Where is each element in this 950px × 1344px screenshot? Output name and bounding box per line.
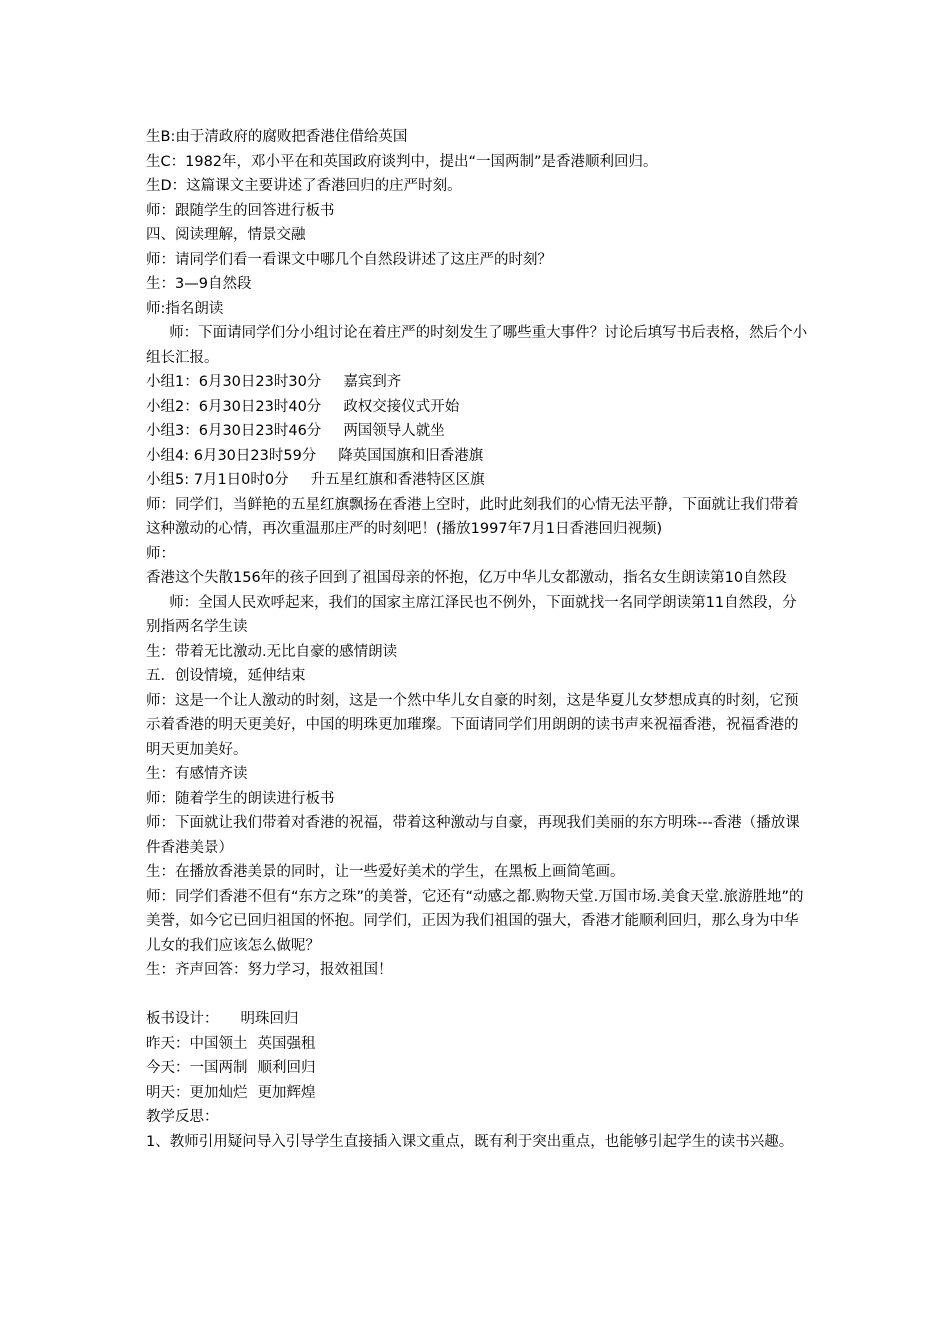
board-yesterday-row xyxy=(146,1032,810,1057)
group-5-time: 小组5: 7月1日0时0分 xyxy=(146,472,289,488)
line-student-read: 生：带着无比激动.无比自豪的感情朗读 xyxy=(146,643,398,660)
reflection-heading: 教学反思： xyxy=(146,1109,219,1125)
line-student-b: 生B:由于清政府的腐败把香港住借给英国 xyxy=(146,129,408,145)
document-body xyxy=(146,125,810,1154)
blank-line xyxy=(146,983,810,1008)
line-teacher-read: 师:指名朗读 xyxy=(146,300,224,317)
line-teacher-question: 师：请同学们看一看课文中哪几个自然段讲述了这庄严的时刻？ xyxy=(146,251,552,268)
section-heading-5: 五．创设情境，延伸结束 xyxy=(146,668,306,684)
line-student-c: 生C：1982年，邓小平在和英国政府谈判中，提出“一国两制”是香港顺利回归。 xyxy=(146,153,658,170)
line-teacher-video: 师：同学们，当鲜艳的五星红旗飘扬在香港上空时，此时此刻我们的心情无法平静，下面就让我们带着这种激动的心情，再次重温那庄严的时刻吧！(播放1997年7月1日香港回归视频) xyxy=(146,496,799,537)
line-teacher-board-2: 师：随着学生的朗读进行板书 xyxy=(146,790,335,807)
group-row-5 xyxy=(146,468,810,493)
group-row-2 xyxy=(146,395,810,420)
board-design-label: 板书设计： xyxy=(146,1011,219,1027)
group-3-time: 小组3：6月30日23时46分 xyxy=(146,423,322,439)
group-1-event: 嘉宾到齐 xyxy=(343,374,402,390)
board-tomorrow-label: 明天：更加灿烂 xyxy=(146,1084,248,1101)
reflection-item-1: 1、教师引用疑问导入引导学生直接插入课文重点，既有利于突出重点，也能够引起学生的读书兴趣。 xyxy=(146,1133,794,1150)
group-4-time: 小组4: 6月30日23时59分 xyxy=(146,447,317,464)
line-student-d: 生D：这篇课文主要讲述了香港回归的庄严时刻。 xyxy=(146,178,462,194)
board-yesterday-value: 英国强租 xyxy=(257,1035,316,1052)
line-student-drawing: 生：在播放香港美景的同时，让一些爱好美术的学生，在黑板上画简笔画。 xyxy=(146,864,625,880)
group-2-time: 小组2：6月30日23时40分 xyxy=(146,398,322,415)
line-teacher-label: 师： xyxy=(146,545,175,562)
line-teacher-cheer: 师：全国人民欢呼起来，我们的国家主席江泽民也不例外，下面就找一名同学朗读第11自然段，分别指两名学生读 xyxy=(146,594,797,635)
group-4-event: 降英国国旗和旧香港旗 xyxy=(338,447,484,464)
board-tomorrow-row xyxy=(146,1081,810,1106)
line-student-together: 生：有感情齐读 xyxy=(146,766,248,782)
board-today-label: 今天：一国两制 xyxy=(146,1060,248,1076)
line-teacher-discussion: 师：下面请同学们分小组讨论在着庄严的时刻发生了哪些重大事件？讨论后填写书后表格，然后个小组长汇报。 xyxy=(146,325,808,366)
group-3-event: 两国领导人就坐 xyxy=(343,423,445,439)
line-teacher-scenery: 师：下面就让我们带着对香港的祝福，带着这种激动与自豪，再现我们美丽的东方明珠---香港（播放课件香港美景） xyxy=(146,815,800,856)
line-teacher-pearl: 师：同学们香港不但有“东方之珠”的美誉，它还有“动感之都.购物天堂.万国市场.美食天堂.旅游胜地”的美誉，如今它已回归祖国的怀抱。同学们，正因为我们祖国的强大，香港才能顺利回归，那么身为中华儿女的我们应该怎么做呢？ xyxy=(146,888,804,954)
group-row-4 xyxy=(146,444,810,469)
section-heading-4: 四、阅读理解，情景交融 xyxy=(146,227,306,243)
group-2-event: 政权交接仪式开始 xyxy=(343,398,460,415)
board-design-row xyxy=(146,1007,810,1032)
board-tomorrow-value: 更加辉煌 xyxy=(257,1084,316,1101)
line-student-answer: 生：3—9自然段 xyxy=(146,276,252,292)
group-row-1 xyxy=(146,370,810,395)
line-teacher-moment: 师：这是一个让人激动的时刻，这是一个然中华儿女自豪的时刻，这是华夏儿女梦想成真的时刻，它预示着香港的明天更美好，中国的明珠更加璀璨。下面请同学们用朗朗的读书声来祝福香港，祝福香港的明天更加美好。 xyxy=(146,692,799,758)
group-1-time: 小组1：6月30日23时30分 xyxy=(146,374,322,390)
board-yesterday-label: 昨天：中国领土 xyxy=(146,1035,248,1052)
board-today-value: 顺利回归 xyxy=(257,1060,316,1076)
board-today-row xyxy=(146,1056,810,1081)
group-row-3 xyxy=(146,419,810,444)
group-5-event: 升五星红旗和香港特区区旗 xyxy=(310,472,485,488)
board-design-title: 明珠回归 xyxy=(240,1011,299,1027)
line-student-reply: 生：齐声回答：努力学习，报效祖国！ xyxy=(146,962,393,978)
line-teacher-board: 师：跟随学生的回答进行板书 xyxy=(146,202,335,219)
line-hongkong-return: 香港这个失散156年的孩子回到了祖国母亲的怀抱，亿万中华儿女都激动，指名女生朗读第10自然段 xyxy=(146,570,787,586)
